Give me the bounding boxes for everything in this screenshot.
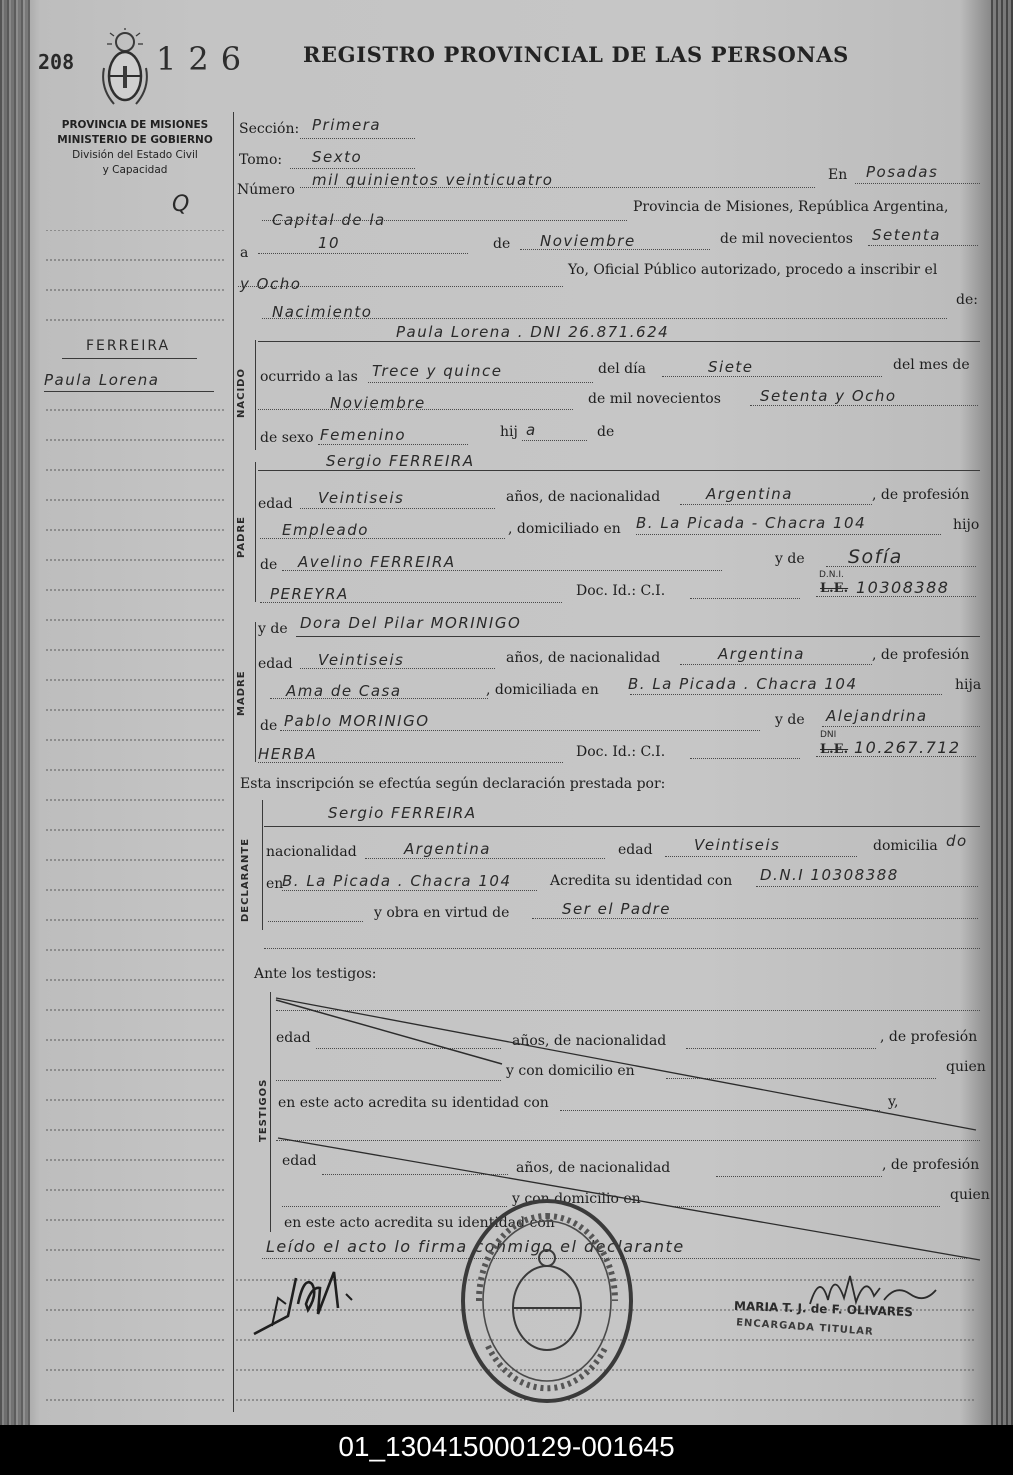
de-colon-label: de:: [956, 292, 978, 308]
madre-nac-label: años, de nacionalidad: [506, 650, 661, 666]
provincia-text: Provincia de Misiones, República Argentina,: [633, 199, 949, 215]
padre-doc-type: D.N.I.: [819, 570, 844, 580]
nacido-anio-label: de mil novecientos: [588, 391, 721, 407]
madre-edad: Veintiseis: [318, 651, 405, 669]
padre-madre-1: Sofía: [848, 546, 903, 568]
madre-padre-line: [280, 730, 760, 731]
padre-doc-struck: L.E.: [820, 581, 849, 596]
madre-nacionalidad: Argentina: [718, 645, 805, 663]
padre-edad-line: [300, 508, 495, 509]
mes-line: [520, 249, 710, 250]
stamp-number: 208: [38, 50, 75, 74]
madre-padre-de: Pablo MORINIGO: [284, 712, 430, 730]
testigo1-nac-label: años, de nacionalidad: [512, 1033, 667, 1049]
declarante-nacionalidad: Argentina: [404, 840, 491, 858]
madre-madre2-line: [258, 762, 563, 763]
padre-dom-label: , domiciliado en: [508, 521, 621, 537]
numero-value: mil quinientos veinticuatro: [312, 171, 554, 189]
madre-doc-number: 10.267.712: [854, 738, 961, 757]
declarante-edad-line: [665, 856, 857, 857]
madre-doc-label: Doc. Id.: C.I.: [576, 744, 666, 760]
testigo2-nac-label: años, de nacionalidad: [516, 1160, 671, 1176]
officer-title: ENCARGADA TITULAR: [735, 1317, 874, 1338]
margin-surname-line: [62, 358, 197, 359]
declarante-label: DECLARANTE: [240, 837, 251, 922]
numero-line: [300, 187, 815, 188]
padre-prof-line: [260, 538, 505, 539]
coat-of-arms-icon: [100, 28, 150, 108]
testigo2-prof-label: , de profesión: [882, 1157, 980, 1173]
padre-de: Avelino FERREIRA: [298, 553, 456, 571]
declarante-edad: Veintiseis: [694, 836, 781, 854]
nacido-dia: Siete: [708, 358, 754, 376]
seccion-value: Primera: [312, 116, 382, 134]
declarante-doc-line: [756, 886, 978, 887]
nacido-nombre-line: [258, 341, 980, 342]
padre-madre-line: [826, 566, 976, 567]
anio-label: de mil novecientos: [720, 231, 853, 247]
padre-madre-2: PEREYRA: [270, 585, 349, 603]
margin-given-names: Paula Lorena: [44, 371, 160, 389]
tomo-line: [290, 168, 415, 169]
declarante-bracket: [262, 800, 263, 930]
declarante-virtud: Ser el Padre: [562, 900, 672, 918]
padre-edad: Veintiseis: [318, 489, 405, 507]
madre-nombre: Dora Del Pilar MORINIGO: [300, 614, 522, 632]
padre-doc-line: [816, 596, 976, 597]
agency-province: PROVINCIA DE MISIONES: [61, 119, 209, 131]
padre-de-line: [282, 570, 722, 571]
nacido-sexo: Femenino: [320, 426, 407, 444]
padre-label: PADRE: [236, 516, 247, 558]
padre-nombre-line: [258, 470, 980, 471]
agency-capacity: y Capacidad: [102, 164, 168, 176]
padre-nac-line: [680, 504, 872, 505]
agency-ministry: MINISTERIO DE GOBIERNO: [57, 134, 213, 146]
declarante-edad-label: edad: [618, 842, 653, 858]
declarante-blank-line: [268, 921, 363, 922]
agency-block: [40, 118, 230, 178]
testigo1-quien-label: quien: [946, 1059, 986, 1075]
margin-rule: [233, 112, 234, 1412]
madre-edad-label: edad: [258, 656, 293, 672]
nacido-mes-label: del mes de: [893, 357, 970, 373]
nacido-mes-line: [258, 409, 573, 410]
madre-y-de2-label: y de: [775, 712, 805, 728]
padre-prof-label: , de profesión: [872, 487, 970, 503]
a-label: a: [240, 245, 249, 261]
declarante-obra-label: y obra en virtud de: [374, 905, 510, 921]
numero-label: Número: [237, 182, 295, 198]
anio2-line: [238, 286, 563, 287]
padre-ci-line: [690, 598, 800, 599]
document-title: REGISTRO PROVINCIAL DE LAS PERSONAS: [303, 42, 849, 67]
seccion-line: [300, 138, 415, 139]
officer-name: MARIA T. J. de F. OLIVARES: [733, 1298, 914, 1320]
inscripcion-anio-1: Setenta: [872, 226, 941, 244]
testigo2-edad-label: edad: [282, 1153, 317, 1169]
nacido-anio: Setenta y Ocho: [760, 387, 897, 405]
margin-lines: [38, 230, 233, 1410]
closing-text: Leído el acto lo firma conmigo el declarante: [266, 1237, 685, 1256]
declarante-dom-line: [282, 890, 537, 891]
inscripcion-dia: 10: [318, 234, 341, 252]
image-id-caption: 01_130415000129-001645: [0, 1425, 1013, 1475]
acto-line: [262, 318, 947, 319]
declarante-nombre-line: [264, 826, 980, 827]
madre-doc-type: DNI: [820, 730, 837, 740]
declarante-virtud-line: [532, 918, 978, 919]
padre-dom-line: [636, 534, 941, 535]
hijo-label: hij: [500, 424, 518, 440]
margin-name-line: [44, 391, 214, 392]
madre-edad-line: [300, 668, 495, 669]
acto-value: Nacimiento: [272, 303, 373, 321]
testigo1-prof-label: , de profesión: [880, 1029, 978, 1045]
de-label: de: [493, 236, 511, 252]
nacido-dia-line: [662, 376, 882, 377]
page-edge: [991, 0, 1013, 1425]
folio-number: 126: [156, 40, 254, 78]
padre-hijo-label: hijo: [953, 517, 980, 533]
madre-de-label: de: [260, 718, 278, 734]
madre-y-de-label: y de: [258, 621, 288, 637]
en-line: [855, 183, 980, 184]
seccion-label: Sección:: [239, 121, 300, 137]
madre-prof-label: , de profesión: [872, 647, 970, 663]
inscripcion-mes: Noviembre: [540, 232, 636, 250]
nacido-anio-line: [750, 405, 978, 406]
madre-domicilio: B. La Picada . Chacra 104: [628, 675, 858, 693]
padre-nac-label: años, de nacionalidad: [506, 489, 661, 505]
padre-doc-number: 10308388: [856, 578, 950, 597]
madre-profesion: Ama de Casa: [286, 682, 402, 700]
inscripcion-anio-2: y Ocho: [240, 275, 302, 293]
testigo1-acredita-label: en este acto acredita su identidad con: [278, 1095, 549, 1111]
declarante-nac-label: nacionalidad: [266, 844, 357, 860]
hijo-value: a: [526, 421, 537, 439]
madre-ci-line: [690, 758, 800, 759]
agency-division: División del Estado Civil: [72, 149, 198, 161]
padre-bracket: [255, 462, 256, 602]
declarante-domicilio: B. La Picada . Chacra 104: [282, 872, 512, 890]
testigo1-y-label: y,: [888, 1094, 899, 1110]
en-value: Posadas: [866, 163, 939, 181]
oficial-text: Yo, Oficial Público autorizado, procedo a inscribir el: [568, 262, 938, 278]
declarante-documento: D.N.I 10308388: [760, 866, 899, 884]
testigo2-quien-label: quien: [950, 1187, 990, 1203]
margin-surname: FERREIRA: [86, 338, 171, 354]
declarante-acredita-label: Acredita su identidad con: [550, 873, 733, 889]
place-line: [262, 220, 627, 221]
nacido-bracket: [255, 340, 256, 450]
madre-label: MADRE: [236, 670, 247, 716]
padre-domicilio: B. La Picada - Chacra 104: [636, 514, 867, 532]
nacido-label: NACIDO: [236, 368, 247, 418]
book-spine: [0, 0, 30, 1425]
declarante-nombre: Sergio FERREIRA: [328, 804, 477, 822]
testigo2-acredita-label: en este acto acredita su identidad con: [284, 1215, 555, 1231]
testigo1-edad-label: edad: [276, 1030, 311, 1046]
ante-testigos-label: Ante los testigos:: [254, 966, 377, 982]
declaracion-intro: Esta inscripción se efectúa según declaración prestada por:: [240, 776, 666, 792]
agency-mark: Q: [172, 192, 191, 217]
tomo-value: Sexto: [312, 148, 363, 166]
declarante-end-line: [264, 948, 980, 949]
ocurrido-label: ocurrido a las: [260, 369, 358, 385]
sexo-label: de sexo: [260, 430, 314, 446]
padre-profesion: Empleado: [282, 521, 369, 539]
declarante-dom-suffix: do: [946, 832, 968, 850]
anio-line: [868, 245, 978, 246]
padre-doc-label: Doc. Id.: C.I.: [576, 583, 666, 599]
madre-madre-line: [822, 726, 980, 727]
nacido-hora: Trece y quince: [372, 362, 503, 380]
hora-line: [368, 382, 593, 383]
madre-madre-2: HERBA: [258, 745, 318, 763]
sexo-line: [318, 444, 468, 445]
en-label: En: [828, 167, 848, 183]
padre-nacionalidad: Argentina: [706, 485, 793, 503]
declarante-dom-label: domicilia: [873, 838, 938, 854]
place-capital: Capital de la: [272, 211, 386, 229]
madre-dom-line: [630, 694, 942, 695]
nacido-mes: Noviembre: [330, 394, 426, 412]
madre-madre-1: Alejandrina: [826, 707, 928, 725]
madre-doc-struck: L.E.: [820, 742, 849, 757]
madre-prof-line: [270, 698, 488, 699]
testigo2-dom-label: y con domicilio en: [512, 1191, 641, 1207]
nacido-dia-label: del día: [598, 361, 646, 377]
tomo-label: Tomo:: [239, 152, 283, 168]
declarant-signature-icon: [248, 1264, 368, 1344]
madre-dom-label: , domiciliada en: [486, 682, 599, 698]
padre-madre2-line: [260, 602, 562, 603]
madre-nac-line: [680, 664, 872, 665]
official-seal-icon: [458, 1196, 636, 1406]
hijo-line: [522, 440, 587, 441]
nacido-nombre: Paula Lorena . DNI 26.871.624: [396, 323, 670, 341]
padre-edad-label: edad: [258, 496, 293, 512]
padre-nombre: Sergio FERREIRA: [326, 452, 475, 470]
declarante-nac-line: [365, 858, 605, 859]
testigo1-dom-label: y con domicilio en: [506, 1063, 635, 1079]
madre-bracket: [255, 622, 256, 762]
dia-line: [258, 253, 468, 254]
nacido-de-label: de: [597, 424, 615, 440]
testigos-label: TESTIGOS: [258, 1078, 269, 1142]
padre-y-de-label: y de: [775, 551, 805, 567]
madre-nombre-line: [296, 636, 980, 637]
madre-doc-line: [816, 756, 976, 757]
padre-de-label: de: [260, 557, 278, 573]
declarante-en-label: en: [266, 876, 284, 892]
madre-hija-label: hija: [955, 677, 982, 693]
